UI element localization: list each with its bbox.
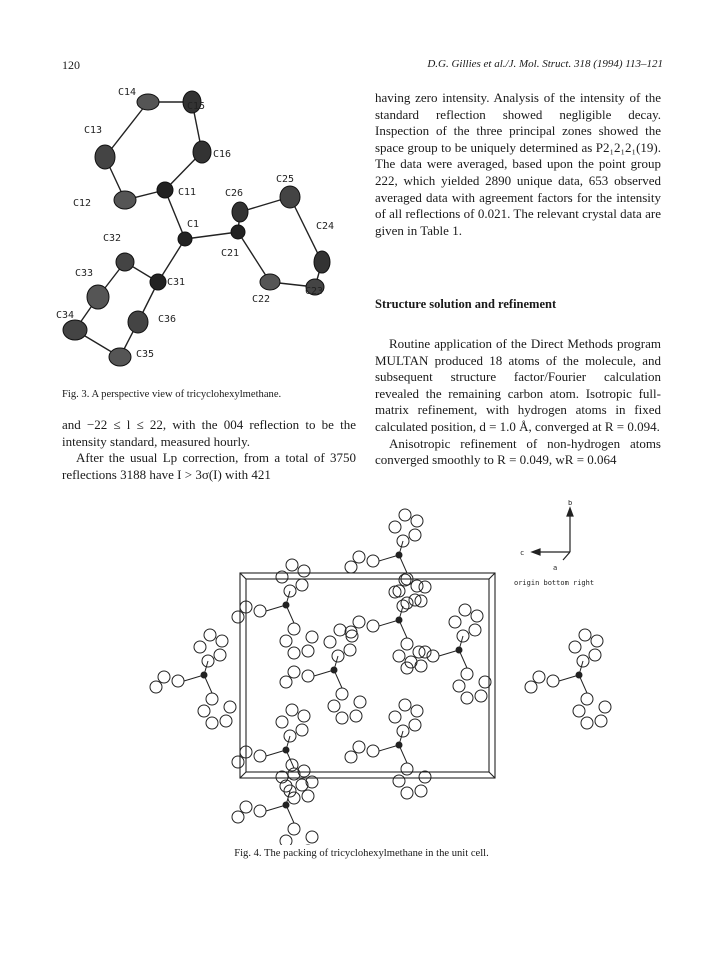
atom-c13 xyxy=(95,145,115,169)
atom-c31 xyxy=(150,274,166,290)
atom-c24 xyxy=(314,251,330,273)
figure-3-caption: Fig. 3. A perspective view of tricyclohexylmethane. xyxy=(62,389,282,400)
axes-indicator xyxy=(532,508,573,560)
atom-c34 xyxy=(63,320,87,340)
label-c12: C12 xyxy=(73,198,92,209)
right-paragraph-2: Routine application of the Direct Methods program MULTAN produced 18 atoms of the molecule, and subsequent structure factor/Fourier calculation revealed the remaining carbon atom. Isotropic full-matrix refinement, with hydrogen atoms in fixed calculated position, d = 1.0 Å, converged at R = 0.094. xyxy=(375,336,661,434)
label-c24: C24 xyxy=(316,221,335,232)
left-paragraph-1: and −22 ≤ l ≤ 22, with the 004 reflection to be the intensity standard, measured hourly. xyxy=(62,417,356,449)
label-c31: C31 xyxy=(167,277,186,288)
atom-c32 xyxy=(116,253,134,271)
left-column-text xyxy=(62,417,356,483)
label-c25: C25 xyxy=(276,174,295,185)
label-c36: C36 xyxy=(158,314,177,325)
label-c13: C13 xyxy=(84,125,103,136)
label-c22: C22 xyxy=(252,294,271,305)
page-number: 120 xyxy=(62,58,80,72)
atom-c12 xyxy=(114,191,136,209)
running-citation: D.G. Gillies et al./J. Mol. Struct. 318 (1994) 113–121 xyxy=(427,58,663,70)
right-paragraph-3: Anisotropic refinement of non-hydrogen atoms converged smoothly to R = 0.049, wR = 0.064 xyxy=(375,435,661,468)
right-column-upper xyxy=(375,90,661,239)
atom-c11 xyxy=(157,182,173,198)
label-c33: C33 xyxy=(75,268,94,279)
figure-4-caption: Fig. 4. The packing of tricyclohexylmethane in the unit cell. xyxy=(234,848,489,859)
atom-c14 xyxy=(137,94,159,110)
label-c23: C23 xyxy=(305,286,324,297)
atom-c22 xyxy=(260,274,280,290)
label-c35: C35 xyxy=(136,349,155,360)
label-c14: C14 xyxy=(118,87,137,98)
figure-3-molecule xyxy=(50,82,380,382)
figure-4-packing xyxy=(0,500,723,845)
left-paragraph-2: After the usual Lp correction, from a total of 3750 reflections 3188 have I > 3σ(I) with 421 xyxy=(62,450,356,482)
atom-c25 xyxy=(280,186,300,208)
label-c32: C32 xyxy=(103,233,122,244)
atom-c21 xyxy=(231,225,245,239)
atom-c33 xyxy=(87,285,109,309)
label-c11: C11 xyxy=(178,187,197,198)
section-heading: Structure solution and refinement xyxy=(375,297,557,311)
atom-c1 xyxy=(178,232,192,246)
atom-labels xyxy=(56,87,334,360)
atom-c36 xyxy=(128,311,148,333)
packed-molecules xyxy=(150,509,611,845)
label-c15: C15 xyxy=(187,101,206,112)
atom-c16 xyxy=(193,141,211,163)
atom-c26 xyxy=(232,202,248,222)
right-column-lower xyxy=(375,336,661,469)
atom-c35 xyxy=(109,348,131,366)
label-c16: C16 xyxy=(213,149,232,160)
axis-c-label: c xyxy=(520,549,525,557)
axis-a-label: a xyxy=(553,564,558,572)
unit-cell-box xyxy=(240,573,495,778)
origin-note: origin bottom right xyxy=(514,579,595,587)
label-c34: C34 xyxy=(56,310,75,321)
label-c21: C21 xyxy=(221,248,240,259)
label-c26: C26 xyxy=(225,188,244,199)
right-paragraph-1: having zero intensity. Analysis of the intensity of the standard reflection showed negligible decay. Inspection of the three principal zones showed the space group to be uniquely determined as P2₁2₁2₁(19). The data were averaged, based upon the point group 222, which yielded 2890 unique data, 653 observed averaged data with agreement factors for the intensity of all reflections of 0.021. The relevant crystal data are given in Table 1. xyxy=(375,90,661,238)
label-c1: C1 xyxy=(187,219,200,230)
axis-b-label: b xyxy=(568,500,573,507)
